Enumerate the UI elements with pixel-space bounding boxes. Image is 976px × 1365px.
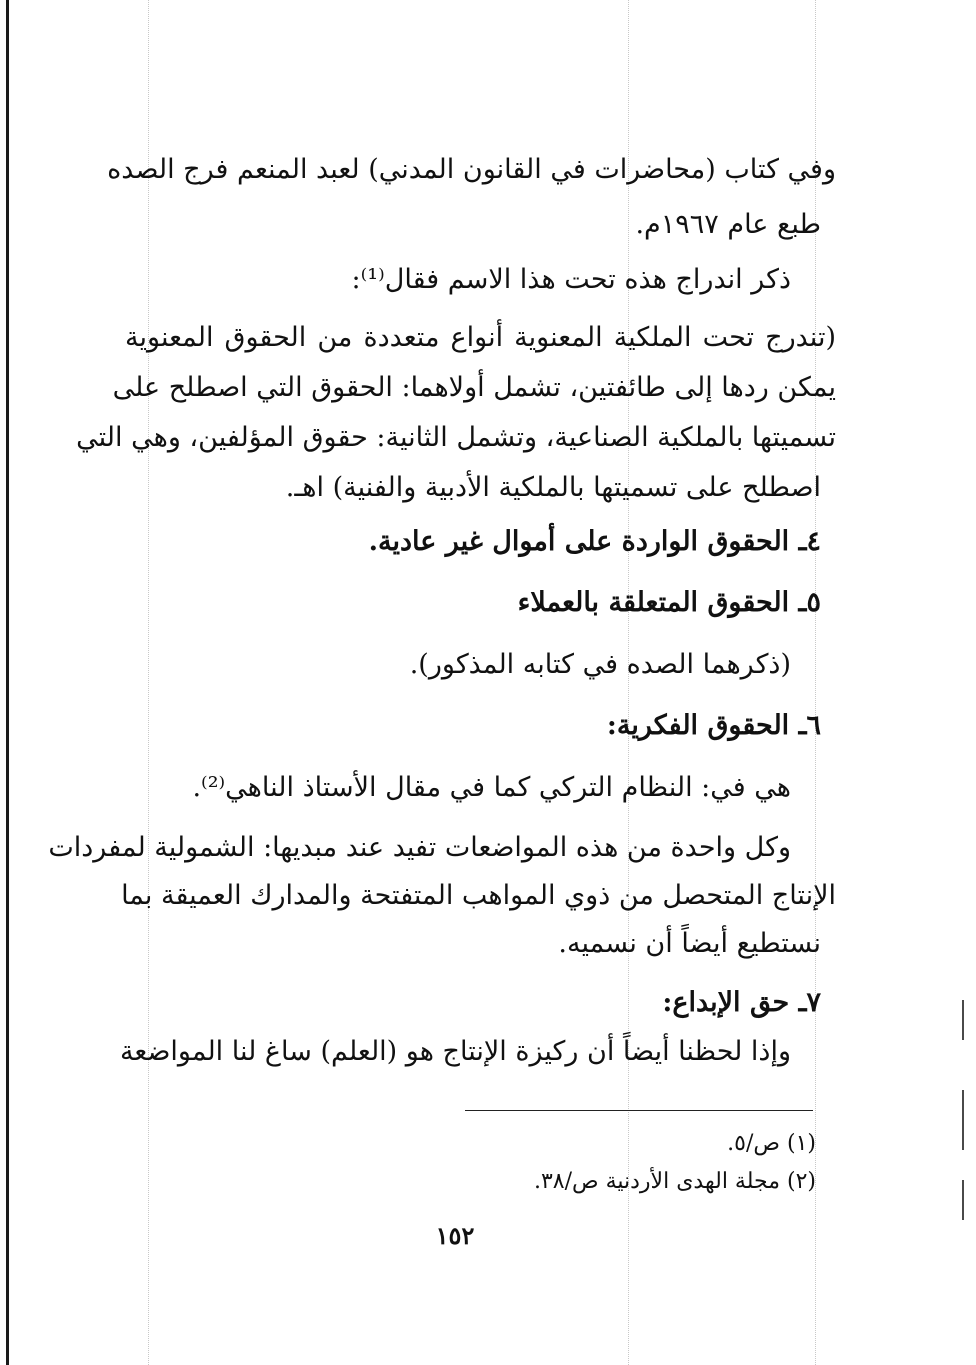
paragraph-line: وكل واحدة من هذه المواضعات تفيد عند مبديها: الشمولية لمفردات: [48, 832, 791, 863]
list-item-heading: ٥ـ الحقوق المتعلقة بالعملاء: [517, 587, 821, 618]
quote-intro: ذكر اندراج هذه تحت هذا الاسم فقال⁽¹⁾:: [351, 264, 791, 295]
footnote: (٢) مجلة الهدى الأردنية ص/٣٨.: [533, 1169, 816, 1194]
list-item-note: (ذكرهما الصده في كتابه المذكور).: [409, 649, 791, 680]
paragraph-line: وإذا لحظنا أيضاً أن ركيزة الإنتاج هو (العلم) ساغ لنا المواضعة: [119, 1036, 791, 1067]
quote-line: (تندرج تحت الملكية المعنوية أنواع متعددة من الحقوق المعنوية: [125, 322, 836, 353]
list-item-note: هي في: النظام التركي كما في مقال الأستاذ الناهي⁽²⁾.: [192, 772, 791, 803]
page-edge-shadow: [6, 0, 9, 1365]
footnote: (١) ص/٥.: [727, 1131, 816, 1156]
paragraph-line: طبع عام ١٩٦٧م.: [635, 209, 821, 240]
list-item-heading: ٦ـ الحقوق الفكرية:: [606, 710, 821, 741]
paragraph-line: الإنتاج المتحصل من ذوي المواهب المتفتحة والمدارك العميقة بما: [121, 880, 836, 911]
scan-edge-mark: [962, 1180, 964, 1220]
quote-line: يمكن ردها إلى طائفتين، تشمل أولاهما: الحقوق التي اصطلح على: [112, 372, 836, 403]
fold-line: [148, 0, 149, 1365]
paragraph-line: نستطيع أيضاً أن نسميه.: [558, 928, 821, 959]
list-item-heading: ٧ـ حق الإبداع:: [662, 987, 821, 1018]
quote-line: تسميتها بالملكية الصناعية، وتشمل الثانية: حقوق المؤلفين، وهي التي: [76, 422, 836, 453]
quote-line: اصطلح على تسميتها بالملكية الأدبية والفنية) اهـ.: [285, 472, 821, 503]
list-item-heading: ٤ـ الحقوق الواردة على أموال غير عادية.: [368, 526, 821, 557]
paragraph-line: وفي كتاب (محاضرات في القانون المدني) لعبد المنعم فرج الصده: [107, 154, 836, 185]
scan-edge-mark: [962, 1090, 964, 1150]
page-number: ١٥٢: [435, 1221, 475, 1250]
scan-edge-mark: [962, 1000, 964, 1040]
footnote-separator: [465, 1110, 813, 1111]
